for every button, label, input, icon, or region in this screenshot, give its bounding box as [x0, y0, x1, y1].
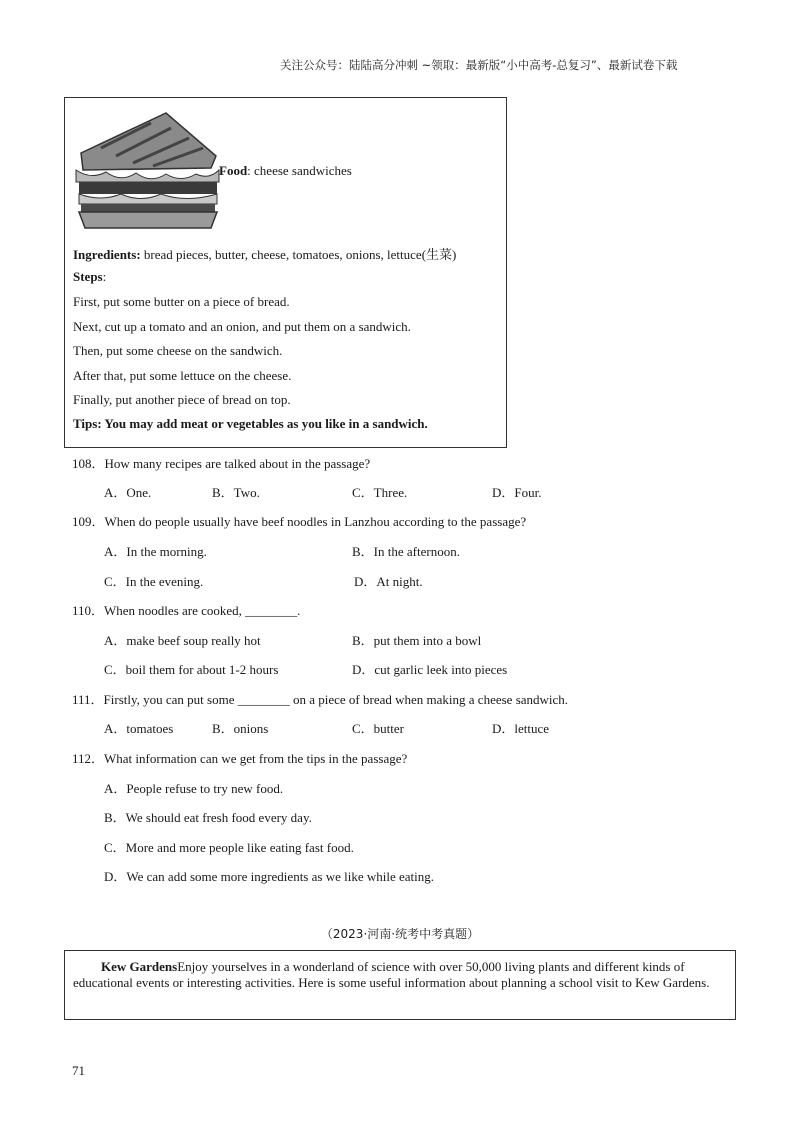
- option-109-a[interactable]: A．In the morning.: [104, 544, 207, 559]
- food-line: [219, 163, 352, 179]
- option-110-a[interactable]: A．make beef soup really hot: [104, 633, 261, 648]
- option-111-b[interactable]: B．onions: [212, 721, 269, 736]
- food-label: Food: [219, 163, 248, 178]
- step-1: First, put some butter on a piece of bread.: [73, 294, 290, 309]
- step-2: Next, cut up a tomato and an onion, and put them on a sandwich.: [73, 319, 411, 334]
- recipe-box: [64, 97, 507, 448]
- option-112-a[interactable]: A．People refuse to try new food.: [104, 781, 284, 796]
- kew-title: Kew Gardens: [101, 959, 178, 974]
- question-111: 111．Firstly, you can put some ________ on a piece of bread when making a cheese sandwich.: [72, 692, 569, 707]
- option-109-b[interactable]: B．In the afternoon.: [352, 544, 460, 559]
- question-108: 108．How many recipes are talked about in the passage?: [72, 456, 371, 471]
- option-111-a[interactable]: A．tomatoes: [104, 721, 174, 736]
- page-header: 关注公众号：陆陆高分冲刺 ~领取：最新版“小中高考-总复习”、最新试卷下载: [280, 58, 678, 72]
- option-112-c[interactable]: C．More and more people like eating fast food.: [104, 840, 354, 855]
- option-110-b[interactable]: B．put them into a bowl: [352, 633, 482, 648]
- option-110-d[interactable]: D．cut garlic leek into pieces: [352, 662, 508, 677]
- option-111-c[interactable]: C．butter: [352, 721, 404, 736]
- steps-colon: :: [102, 269, 107, 284]
- step-3: Then, put some cheese on the sandwich.: [73, 343, 283, 358]
- option-110-c[interactable]: C．boil them for about 1-2 hours: [104, 662, 279, 677]
- step-4: After that, put some lettuce on the cheese.: [73, 368, 292, 383]
- option-109-c[interactable]: C．In the evening.: [104, 574, 204, 589]
- question-109: 109．When do people usually have beef noodles in Lanzhou according to the passage?: [72, 514, 527, 529]
- option-108-c[interactable]: C．Three.: [352, 485, 408, 500]
- steps-label: Steps: [73, 269, 103, 284]
- step-5: Finally, put another piece of bread on top.: [73, 392, 291, 407]
- ingredients-line: [73, 244, 456, 263]
- option-108-d[interactable]: D．Four.: [492, 485, 542, 500]
- page-number: 71: [72, 1063, 85, 1078]
- kew-gardens-box: [64, 950, 736, 1020]
- ingredients-value: bread pieces, butter, cheese, tomatoes, onions, lettuce(生菜): [140, 247, 457, 262]
- option-112-b[interactable]: B．We should eat fresh food every day.: [104, 810, 312, 825]
- question-110: 110．When noodles are cooked, ________.: [72, 603, 301, 618]
- option-109-d[interactable]: D．At night.: [354, 574, 423, 589]
- ingredients-label: Ingredients:: [73, 247, 141, 262]
- kew-body: Enjoy yourselves in a wonderland of science with over 50,000 living plants and different kinds of educational events or interesting activities. Here is some useful information about planning a school visit to Kew Gardens.: [73, 959, 710, 990]
- option-108-a[interactable]: A．One.: [104, 485, 152, 500]
- option-112-d[interactable]: D．We can add some more ingredients as we like while eating.: [104, 869, 434, 884]
- question-112: 112．What information can we get from the tips in the passage?: [72, 751, 408, 766]
- food-value: : cheese sandwiches: [247, 163, 352, 178]
- source-label: （2023·河南·统考中考真题）: [320, 927, 480, 941]
- sandwich-image: [71, 108, 221, 233]
- option-111-d[interactable]: D．lettuce: [492, 721, 550, 736]
- tips-line: Tips: You may add meat or vegetables as you like in a sandwich.: [73, 416, 428, 431]
- option-108-b[interactable]: B．Two.: [212, 485, 260, 500]
- steps-heading: [73, 269, 106, 285]
